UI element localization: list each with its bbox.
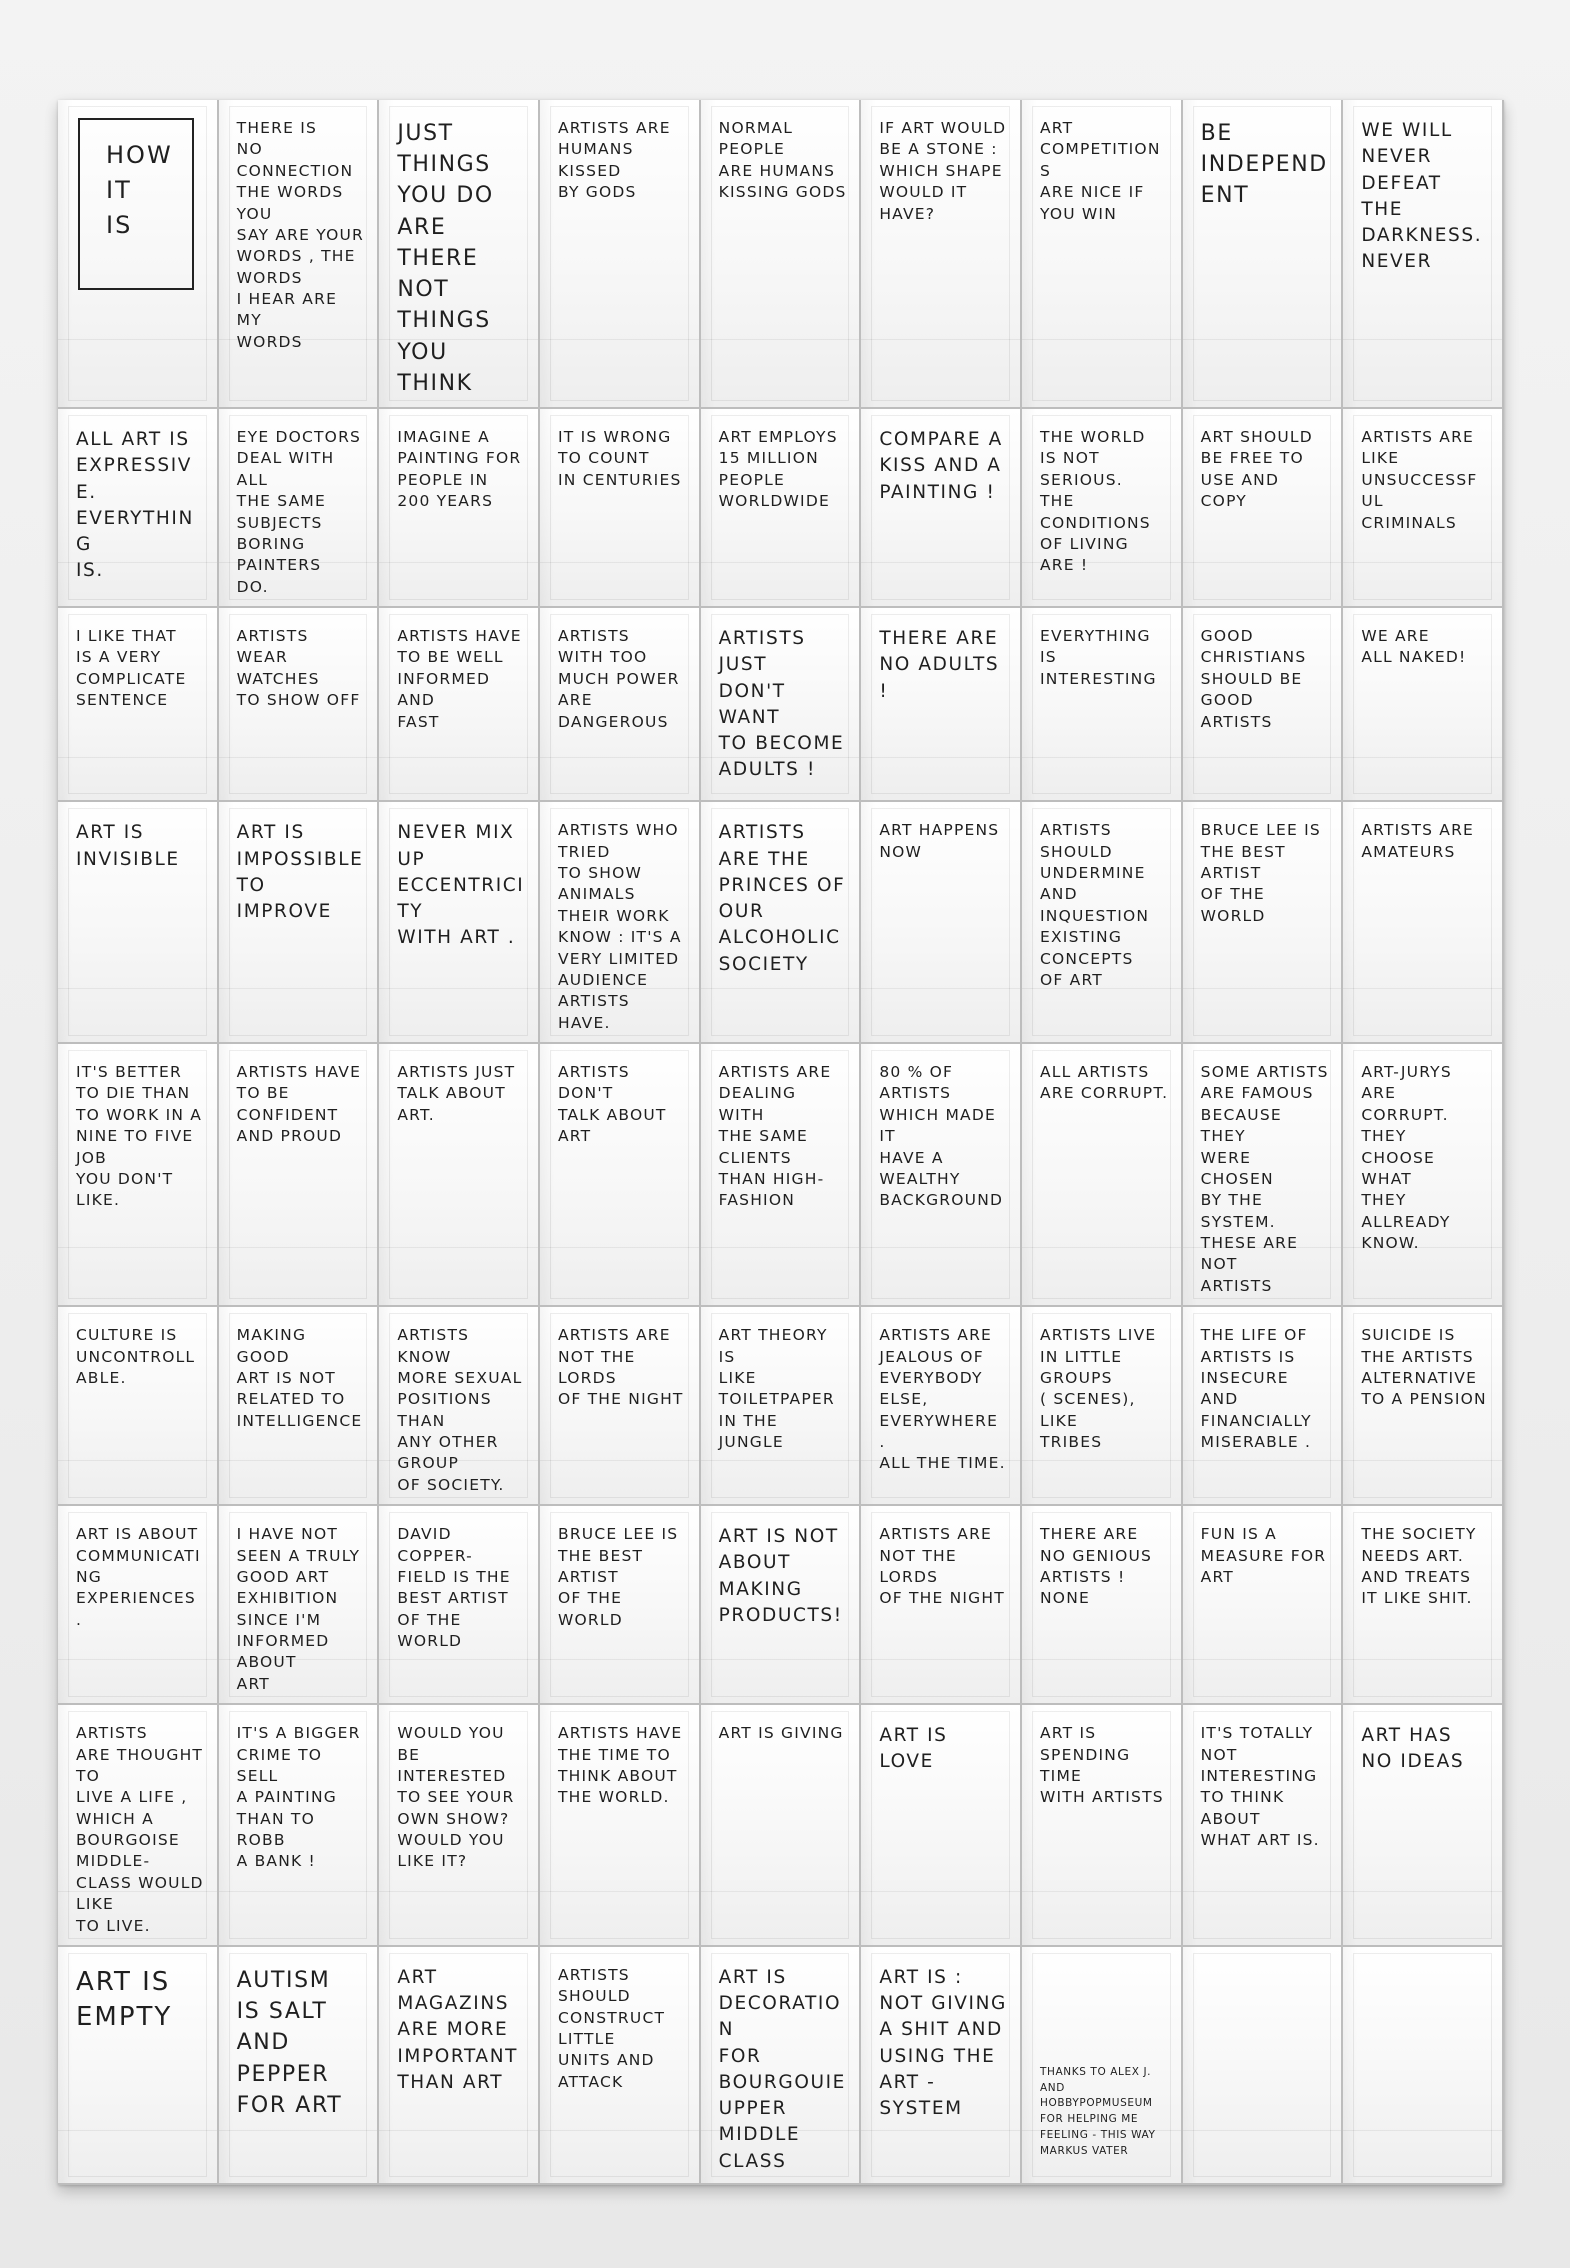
card-text: ARTISTS ARE DEALING WITH THE SAME CLIENTS THAN HIGH-FASHION [718, 1063, 832, 1210]
card-text: CULTURE IS UNCONTROLLABLE. [76, 1326, 196, 1387]
note-card-r9c9 [1343, 1947, 1504, 2185]
note-card-r7c1 [58, 1506, 219, 1705]
note-card-r2c9 [1343, 409, 1504, 608]
note-card-r8c6 [861, 1705, 1022, 1947]
note-card-r6c5 [701, 1307, 862, 1506]
card-text: IT'S A BIGGER CRIME TO SELL A PAINTING THAN TO ROBB A BANK ! [236, 1724, 361, 1871]
card-text: SOME ARTISTS ARE FAMOUS BECAUSE THEY WERE CHOSEN BY THE SYSTEM. THESE ARE NOT ARTISTS [1200, 1063, 1329, 1295]
card-text: ART MAGAZINS ARE MORE IMPORTANT THAN ART [397, 1966, 519, 2093]
note-card-r5c9 [1343, 1044, 1504, 1307]
note-card-r9c3 [379, 1947, 540, 2185]
note-card-r1c4 [540, 100, 701, 409]
note-card-r8c1 [58, 1705, 219, 1947]
note-card-r4c9 [1343, 802, 1504, 1044]
note-card-r1c1 [58, 100, 219, 409]
card-text: IT'S BETTER TO DIE THAN TO WORK IN A NINE TO FIVE JOB YOU DON'T LIKE. [76, 1063, 203, 1210]
note-card-r3c1 [58, 608, 219, 802]
card-text: THERE ARE NO GENIOUS ARTISTS ! NONE [1040, 1525, 1153, 1608]
card-text: ART IS EMPTY [76, 1966, 173, 2032]
note-card-r8c8 [1183, 1705, 1344, 1947]
note-card-r7c3 [379, 1506, 540, 1705]
note-card-r1c8 [1183, 100, 1344, 409]
note-card-r9c7 [1022, 1947, 1183, 2185]
card-text: ART IS GIVING [718, 1724, 844, 1743]
note-card-r1c7 [1022, 100, 1183, 409]
card-text: ARTISTS ARE LIKE UNSUCCESSFUL CRIMINALS [1361, 428, 1478, 532]
note-card-r6c4 [540, 1307, 701, 1506]
card-text: ARTISTS HAVE TO BE CONFIDENT AND PROUD [236, 1063, 362, 1146]
card-text: BRUCE LEE IS THE BEST ARTIST OF THE WORLD [1200, 821, 1321, 925]
note-card-r1c2 [219, 100, 380, 409]
note-card-r8c3 [379, 1705, 540, 1947]
note-card-r2c5 [701, 409, 862, 608]
note-card-r3c2 [219, 608, 380, 802]
card-text: EYE DOCTORS DEAL WITH ALL THE SAME SUBJECTS BORING PAINTERS DO. [236, 428, 362, 596]
note-card-r4c4 [540, 802, 701, 1044]
card-text: ARTISTS ARE AMATEURS [1361, 821, 1475, 861]
card-text: WOULD YOU BE INTERESTED TO SEE YOUR OWN SHOW? WOULD YOU LIKE IT? [397, 1724, 515, 1871]
card-text: ART IS NOT ABOUT MAKING PRODUCTS! [718, 1526, 843, 1626]
note-card-r2c8 [1183, 409, 1344, 608]
note-card-r9c8 [1183, 1947, 1344, 2185]
card-text: ARTISTS JUST DON'T WANT TO BECOME ADULTS ! [718, 628, 845, 781]
note-card-r9c5 [701, 1947, 862, 2185]
note-card-r7c8 [1183, 1506, 1344, 1705]
note-card-r2c4 [540, 409, 701, 608]
note-card-r2c1 [58, 409, 219, 608]
card-text: ART IS : NOT GIVING A SHIT AND USING THE ART - SYSTEM [879, 1966, 1007, 2120]
note-card-r1c9 [1343, 100, 1504, 409]
card-text: SUICIDE IS THE ARTISTS ALTERNATIVE TO A PENSION [1361, 1326, 1487, 1409]
note-card-r9c4 [540, 1947, 701, 2185]
note-card-r8c2 [219, 1705, 380, 1947]
note-card-r8c9 [1343, 1705, 1504, 1947]
note-card-r4c6 [861, 802, 1022, 1044]
note-card-r9c6 [861, 1947, 1022, 2185]
card-text: 80 % OF ARTISTS WHICH MADE IT HAVE A WEALTHY BACKGROUND [879, 1063, 1004, 1210]
card-text: IF ART WOULD BE A STONE : WHICH SHAPE WOULD IT HAVE? [879, 119, 1007, 223]
card-text: IMAGINE A PAINTING FOR PEOPLE IN 200 YEARS [397, 428, 522, 511]
card-text: WE ARE ALL NAKED! [1361, 627, 1467, 667]
note-card-r9c1 [58, 1947, 219, 2185]
card-text: FUN IS A MEASURE FOR ART [1200, 1525, 1327, 1586]
note-card-r4c8 [1183, 802, 1344, 1044]
note-card-r3c7 [1022, 608, 1183, 802]
card-text: ART HAPPENS NOW [879, 821, 1000, 861]
note-card-r5c5 [701, 1044, 862, 1307]
note-card-r3c3 [379, 608, 540, 802]
card-text: THERE ARE NO ADULTS ! [879, 628, 1000, 702]
card-text: ART COMPETITIONS ARE NICE IF YOU WIN [1040, 119, 1161, 223]
card-text: THE SOCIETY NEEDS ART. AND TREATS IT LIKE SHIT. [1361, 1525, 1477, 1608]
title-box [78, 118, 194, 290]
note-card-r4c3 [379, 802, 540, 1044]
note-card-r6c1 [58, 1307, 219, 1506]
card-text: ARTISTS HAVE TO BE WELL INFORMED AND FAST [397, 627, 522, 731]
note-card-r6c9 [1343, 1307, 1504, 1506]
note-card-r6c3 [379, 1307, 540, 1506]
card-text: MAKING GOOD ART IS NOT RELATED TO INTELLIGENCE [236, 1326, 363, 1430]
note-card-r1c5 [701, 100, 862, 409]
poster-grid [58, 100, 1504, 2185]
card-text: ART EMPLOYS 15 MILLION PEOPLE WORLDWIDE [718, 428, 838, 511]
card-text: ART SHOULD BE FREE TO USE AND COPY [1200, 428, 1313, 511]
note-card-r8c5 [701, 1705, 862, 1947]
card-text: ARTISTS WITH TOO MUCH POWER ARE DANGEROUS [558, 627, 680, 731]
note-card-r4c5 [701, 802, 862, 1044]
note-card-r5c6 [861, 1044, 1022, 1307]
card-text: ALL ARTISTS ARE CORRUPT. [1040, 1063, 1169, 1103]
card-text: ARTISTS SHOULD CONSTRUCT LITTLE UNITS AND ATTACK [558, 1965, 666, 2091]
note-card-r7c7 [1022, 1506, 1183, 1705]
card-text: THE LIFE OF ARTISTS IS INSECURE AND FINANCIALLY MISERABLE . [1200, 1326, 1312, 1451]
card-text: NEVER MIX UP ECCENTRICITY WITH ART . [397, 822, 525, 949]
note-card-r2c2 [219, 409, 380, 608]
note-card-r2c6 [861, 409, 1022, 608]
note-card-r9c2 [219, 1947, 380, 2185]
note-card-r4c7 [1022, 802, 1183, 1044]
note-card-r5c1 [58, 1044, 219, 1307]
card-text: ARTISTS LIVE IN LITTLE GROUPS ( SCENES), LIKE TRIBES [1040, 1326, 1157, 1451]
card-text: NORMAL PEOPLE ARE HUMANS KISSING GODS [718, 119, 847, 202]
note-card-r7c2 [219, 1506, 380, 1705]
note-card-r2c7 [1022, 409, 1183, 608]
note-card-r2c3 [379, 409, 540, 608]
card-text: THE WORLD IS NOT SERIOUS. THE CONDITIONS OF LIVING ARE ! [1040, 428, 1151, 575]
card-text: AUTISM IS SALT AND PEPPER FOR ART [236, 1967, 343, 2118]
note-card-r6c7 [1022, 1307, 1183, 1506]
card-text: ARTISTS ARE HUMANS KISSED BY GODS [558, 119, 671, 202]
note-card-r7c4 [540, 1506, 701, 1705]
note-card-r7c5 [701, 1506, 862, 1705]
card-text: ARTISTS ARE JEALOUS OF EVERYBODY ELSE, EVERYWHERE . ALL THE TIME. [879, 1326, 1006, 1473]
card-text: JUST THINGS YOU DO ARE THERE NOT THINGS YOU THINK [397, 121, 494, 396]
note-card-r5c2 [219, 1044, 380, 1307]
card-text: I LIKE THAT IS A VERY COMPLICATE SENTENCE [76, 627, 187, 710]
note-card-r1c3 [379, 100, 540, 409]
card-text: IT'S TOTALLY NOT INTERESTING TO THINK ABOUT WHAT ART IS. [1200, 1724, 1320, 1849]
card-text: I HAVE NOT SEEN A TRULY GOOD ART EXHIBITION SINCE I'M INFORMED ABOUT ART [236, 1525, 361, 1693]
note-card-r7c9 [1343, 1506, 1504, 1705]
card-text: GOOD CHRISTIANS SHOULD BE GOOD ARTISTS [1200, 627, 1307, 731]
note-card-r8c7 [1022, 1705, 1183, 1947]
card-text: ART IS SPENDING TIME WITH ARTISTS [1040, 1724, 1164, 1807]
card-text: ARTISTS HAVE THE TIME TO THINK ABOUT THE WORLD. [558, 1724, 683, 1807]
card-text: ART IS ABOUT COMMUNICATING EXPERIENCES . [76, 1525, 201, 1629]
card-text: ARTISTS ARE NOT THE LORDS OF THE NIGHT [558, 1326, 684, 1409]
note-card-r3c5 [701, 608, 862, 802]
note-card-r5c4 [540, 1044, 701, 1307]
title-text: HOW IT IS [106, 141, 173, 239]
card-text: ART HAS NO IDEAS [1361, 1725, 1465, 1773]
card-text: ART IS LOVE [879, 1725, 948, 1773]
note-card-r3c4 [540, 608, 701, 802]
note-card-r6c8 [1183, 1307, 1344, 1506]
card-text: THERE IS NO CONNECTION THE WORDS YOU SAY ARE YOUR WORDS , THE WORDS I HEAR ARE MY WORDS [236, 119, 365, 351]
card-text: ARTISTS ARE NOT THE LORDS OF THE NIGHT [879, 1525, 1005, 1608]
card-text: ARTISTS JUST TALK ABOUT ART. [397, 1063, 516, 1124]
card-text: ART-JURYS ARE CORRUPT. THEY CHOOSE WHAT THEY ALLREADY KNOW. [1361, 1063, 1452, 1252]
card-text: BE INDEPENDENT [1200, 121, 1328, 209]
card-text: ART IS INVISIBLE [76, 822, 180, 870]
note-card-r3c6 [861, 608, 1022, 802]
card-text: ARTISTS WEAR WATCHES TO SHOW OFF [236, 627, 361, 710]
card-text: ARTISTS ARE THOUGHT TO LIVE A LIFE , WHICH A BOURGOISE MIDDLE- CLASS WOULD LIKE TO LIVE. [76, 1724, 204, 1935]
note-card-r5c8 [1183, 1044, 1344, 1307]
card-text: ARTISTS WHO TRIED TO SHOW ANIMALS THEIR WORK KNOW : IT'S A VERY LIMITED AUDIENCE ARTISTS HAVE. [558, 821, 682, 1032]
card-text: COMPARE A KISS AND A PAINTING ! [879, 429, 1003, 503]
card-text [1343, 1947, 1502, 1973]
card-text: ART IS IMPOSSIBLE TO IMPROVE [236, 822, 364, 923]
card-text [1183, 1947, 1342, 1973]
note-card-r4c1 [58, 802, 219, 1044]
card-text: ART THEORY IS LIKE TOILETPAPER IN THE JUNGLE [718, 1326, 835, 1451]
card-text: THANKS TO ALEX J. AND HOBBYPOPMUSEUM FOR HELPING ME FEELING - THIS WAY MARKUS VATER [1040, 2065, 1156, 2157]
card-text: ARTISTS KNOW MORE SEXUAL POSITIONS THAN ANY OTHER GROUP OF SOCIETY. [397, 1326, 523, 1494]
card-text: IT IS WRONG TO COUNT IN CENTURIES [558, 428, 682, 489]
card-text: ART IS DECORATION FOR BOURGOUIE UPPER MIDDLE CLASS [718, 1966, 846, 2172]
card-text: ARTISTS SHOULD UNDERMINE AND INQUESTION EXISTING CONCEPTS OF ART [1040, 821, 1150, 989]
note-card-r5c7 [1022, 1044, 1183, 1307]
card-text: ALL ART IS EXPRESSIVE. EVERYTHING IS. [76, 429, 194, 582]
card-text: WE WILL NEVER DEFEAT THE DARKNESS. NEVER [1361, 120, 1483, 273]
note-card-r7c6 [861, 1506, 1022, 1705]
note-card-r3c8 [1183, 608, 1344, 802]
note-card-r1c6 [861, 100, 1022, 409]
note-card-r5c3 [379, 1044, 540, 1307]
card-text: ARTISTS ARE THE PRINCES OF OUR ALCOHOLIC SOCIETY [718, 822, 846, 975]
card-text: BRUCE LEE IS THE BEST ARTIST OF THE WORLD [558, 1525, 679, 1629]
note-card-r3c9 [1343, 608, 1504, 802]
card-text: ARTISTS DON'T TALK ABOUT ART [558, 1063, 667, 1146]
note-card-r6c6 [861, 1307, 1022, 1506]
card-text: EVERYTHING IS INTERESTING [1040, 627, 1157, 688]
note-card-r8c4 [540, 1705, 701, 1947]
note-card-r4c2 [219, 802, 380, 1044]
card-text: DAVID COPPER- FIELD IS THE BEST ARTIST OF THE WORLD [397, 1525, 511, 1650]
note-card-r6c2 [219, 1307, 380, 1506]
